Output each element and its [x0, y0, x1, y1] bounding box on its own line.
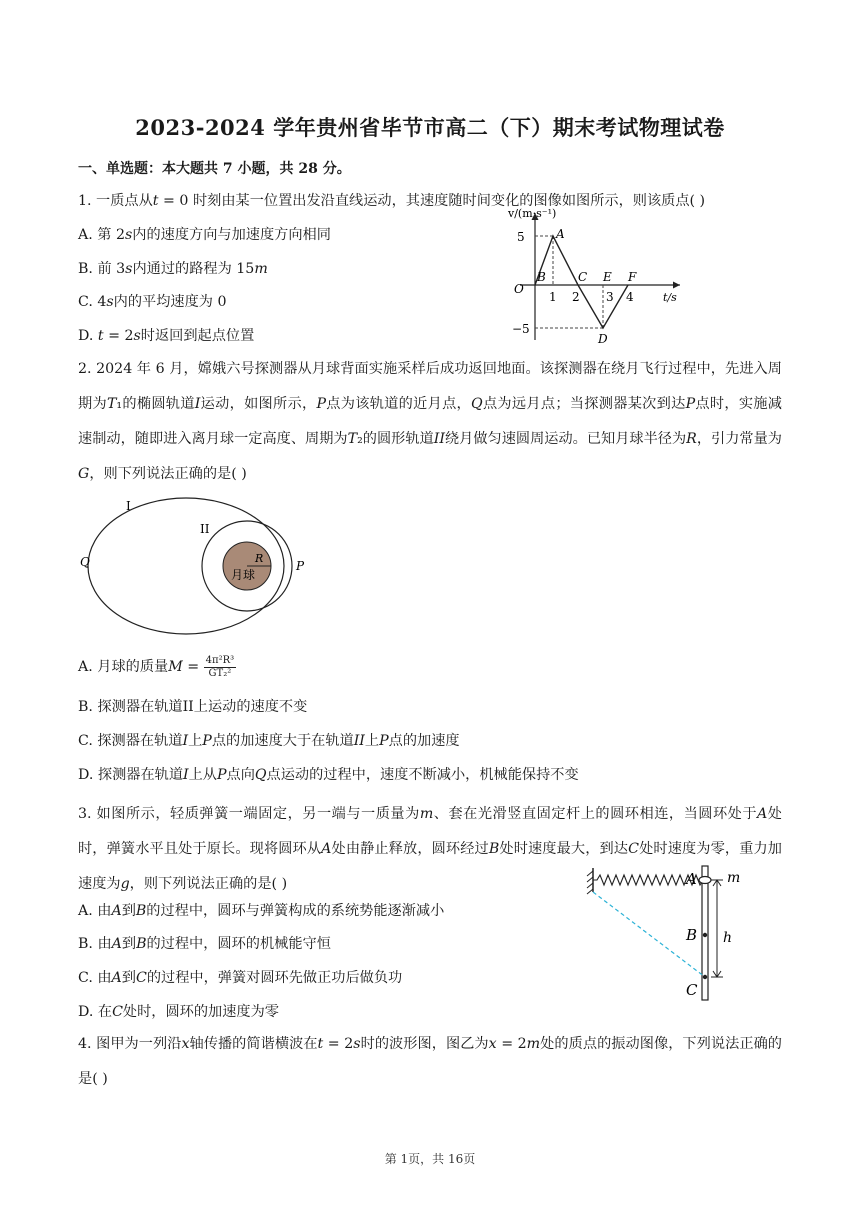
q3-option-b: B. 由𝐴到𝐵的过程中，圆环的机械能守恒 — [78, 936, 331, 952]
q2-option-d: D. 探测器在轨道𝐼上从𝑃点向𝑄点运动的过程中，速度不断减小，机械能保持不变 — [78, 767, 579, 783]
q2-fraction-denominator: GT₂² — [208, 667, 232, 679]
q2-label-r: R — [255, 552, 264, 565]
q1-tick-2: 2 — [572, 290, 580, 304]
q1-tick-3: 3 — [606, 290, 614, 304]
q1-point-f: F — [628, 270, 637, 284]
q3-label-a: A — [686, 870, 697, 888]
q2-option-b: B. 探测器在轨道II上运动的速度不变 — [78, 699, 308, 715]
q3-label-h: h — [723, 930, 733, 946]
q1-option-d: D. 𝑡 = 2𝑠时返回到起点位置 — [78, 328, 255, 344]
q3-option-d: D. 在𝐶处时，圆环的加速度为零 — [78, 1004, 279, 1020]
q1-velocity-time-graph — [500, 205, 700, 350]
q4-stem: 4. 图甲为一列沿𝑥轴传播的简谐横波在𝑡 = 2𝑠时的波形图，图乙为𝑥 = 2𝑚处的质点的振动图像，下列说法正确的是( ) — [78, 1036, 782, 1087]
q3-spring-ring-diagram — [585, 862, 760, 1007]
page-footer: 第 1页，共 16页 — [384, 1152, 476, 1166]
q1-point-b: B — [537, 270, 546, 284]
q3-stem: 3. 如图所示，轻质弹簧一端固定，另一端与一质量为𝑚、套在光滑竖直固定杆上的圆环相连，当圆环处于𝐴处时，弹簧水平且处于原长。现将圆环从𝐴处由静止释放，圆环经过𝐵处时速度最大，到达𝐶处时速度为零，重力加速度为𝑔，则下列说法正确的是( ) — [78, 806, 782, 892]
q2-stem: 2. 2024 年 6 月，嫦娥六号探测器从月球背面实施采样后成功返回地面。该探测器在绕月飞行过程中，先进入周期为𝑇₁的椭圆轨道𝐼运动，如图所示，𝑃点为该轨道的近月点，𝑄点为远月点；当探测器某次到达𝑃点时，实施减速制动，随即进入离月球一定高度、周期为𝑇₂的圆形轨道𝐼𝐼绕月做匀速圆周运动。已知月球半径为𝑅，引力常量为𝐺，则下列说法正确的是( ) — [78, 361, 782, 482]
q1-origin: O — [514, 282, 524, 296]
q1-point-a: A — [556, 227, 565, 241]
q3-option-a: A. 由𝐴到𝐵的过程中，圆环与弹簧构成的系统势能逐渐减小 — [78, 903, 445, 919]
q1-stem: 1. 一质点从𝑡 = 0 时刻由某一位置出发沿直线运动，其速度随时间变化的图像如图所示，则该质点( ) — [78, 193, 706, 209]
q3-label-b: B — [686, 926, 698, 944]
q2-mass-fraction — [204, 655, 236, 680]
q1-y-pos: 5 — [517, 230, 525, 244]
q2-fraction-numerator: 4π²R³ — [205, 654, 235, 666]
q2-label-moon: 月球 — [231, 568, 256, 582]
q2-orbit-diagram — [78, 494, 318, 639]
q1-ylabel: v/(m·s⁻¹) — [508, 207, 557, 220]
section-heading: 一、单选题：本大题共 7 小题，共 28 分。 — [78, 161, 351, 177]
q1-point-d: D — [598, 332, 608, 346]
q1-tick-4: 4 — [626, 290, 634, 304]
q2-label-ii: II — [200, 522, 210, 536]
q1-point-e: E — [603, 270, 612, 284]
q2-label-p: P — [296, 559, 305, 573]
q1-option-b: B. 前 3𝑠内通过的路程为 15𝑚 — [78, 261, 268, 277]
q3-ring — [699, 877, 711, 884]
q2-option-a-prefix: A. 月球的质量𝑀 = — [78, 659, 200, 675]
q2-option-a — [78, 654, 236, 680]
q2-label-i: I — [126, 499, 131, 513]
page-title: 2023-2024 学年贵州省毕节市高二（下）期末考试物理试卷 — [135, 115, 725, 140]
q3-label-m: m — [727, 870, 741, 886]
q3-option-c: C. 由𝐴到𝐶的过程中，弹簧对圆环先做正功后做负功 — [78, 970, 403, 986]
q1-option-c: C. 4𝑠内的平均速度为 0 — [78, 294, 227, 310]
q2-label-q: Q — [80, 555, 90, 569]
q1-tick-1: 1 — [549, 290, 557, 304]
q1-option-a: A. 第 2𝑠内的速度方向与加速度方向相同 — [78, 227, 331, 243]
q1-y-neg: −5 — [512, 322, 530, 336]
q2-option-c: C. 探测器在轨道𝐼上𝑃点的加速度大于在轨道𝐼𝐼上𝑃点的加速度 — [78, 733, 460, 749]
q3-label-c: C — [686, 981, 698, 999]
q1-xlabel: t/s — [663, 291, 677, 304]
q1-point-c: C — [578, 270, 588, 284]
